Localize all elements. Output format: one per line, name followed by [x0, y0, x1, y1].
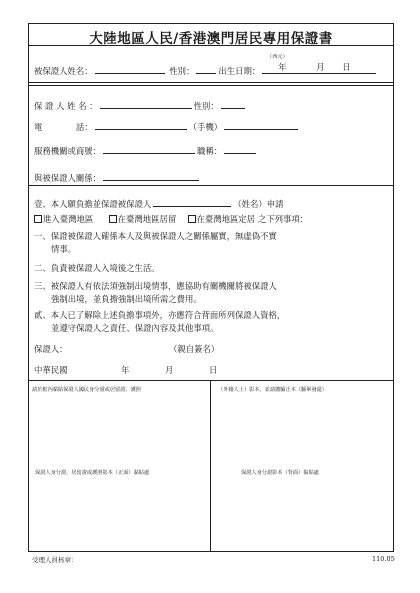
roc-label: 中華民國: [34, 365, 68, 375]
sign-month-label: 月: [165, 365, 174, 375]
guarantor-name-label: 保 證 人 姓 名 ：: [34, 101, 98, 111]
guarantor-signature-label: 保證人：: [34, 344, 68, 354]
phone-field[interactable]: [95, 121, 187, 130]
guarantor-gender-field[interactable]: [221, 100, 245, 109]
position-label: 職稱：: [197, 146, 223, 156]
item-1-line-b: 情事。: [51, 244, 77, 254]
org-label: 服務機關或商號：: [34, 146, 101, 156]
guaranteed-name-field-2[interactable]: [153, 198, 231, 207]
guarantor-name-field[interactable]: [100, 100, 192, 109]
signature-note: （親自簽名）: [169, 344, 220, 354]
checkbox-residence-label: 在臺灣地區居留: [117, 214, 177, 224]
position-field[interactable]: [224, 145, 256, 154]
application-type-suffix: 之下列事項：: [257, 214, 309, 224]
checkbox-enter-taiwan-label: 進入臺灣地區: [43, 214, 94, 224]
guaranteed-person-row: [34, 62, 378, 77]
gender-label: 性別：: [169, 66, 195, 76]
checkbox-settlement[interactable]: [188, 215, 196, 223]
item-3-line-a: 三、被保證人有依法須強制出境情事，應協助有關機關將被保證人: [34, 281, 277, 291]
birth-date-field[interactable]: [262, 62, 376, 74]
phone-label: 電 話：: [34, 122, 93, 132]
relation-label: 與被保證人關係：: [34, 173, 101, 183]
back-copy-area-label[interactable]: 保證人身分證影本（背面）黏貼處: [241, 470, 319, 476]
form-version: 110.05: [372, 555, 395, 563]
id-copy-area: [29, 380, 393, 551]
sign-year-label: 年: [121, 365, 130, 375]
guarantee-form: [28, 23, 394, 552]
divider: [29, 85, 393, 86]
attach-instruction-right: （外籍人士）影本，並請繳驗正本（驗畢發還）: [218, 387, 327, 393]
divider: [29, 185, 393, 186]
item-3-line-b: 強制出境，並負擔強制出境所需之費用。: [51, 294, 202, 304]
mobile-field[interactable]: [224, 121, 298, 130]
guaranteed-name-field[interactable]: [95, 65, 165, 74]
front-copy-area-label[interactable]: 保證人身分證、居留證或護照影本（正面）黏貼處: [35, 470, 150, 476]
guaranteed-name-label: 被保證人姓名：: [34, 66, 93, 76]
relation-row: [34, 172, 201, 184]
org-row: [34, 145, 258, 157]
divider: [29, 82, 393, 83]
org-field[interactable]: [103, 145, 195, 154]
phone-row: [34, 121, 300, 133]
item-1-line-a: 一、保證被保證人確係本人及與被保證人之關係屬實，無虛偽不實: [34, 231, 277, 241]
gender-field[interactable]: [196, 65, 216, 74]
guarantor-name-row: [34, 100, 247, 112]
checkbox-enter-taiwan[interactable]: [34, 215, 42, 223]
application-type-row: [34, 213, 308, 225]
guarantor-gender-label: 性別：: [193, 101, 219, 111]
birth-month-label: 月: [316, 62, 325, 72]
divider: [29, 45, 393, 46]
attach-instruction-left: 請於框內黏貼保證人國民身分證或居留證、護照: [32, 387, 141, 393]
era-note: （西元）: [267, 54, 288, 60]
item-4-line-a: 貳、本人已了解除上述負擔事項外，亦應符合背面所列保證人資格，: [34, 310, 286, 320]
clause-1-text: 壹、本人願負擔並保證被保證人: [34, 199, 152, 209]
birth-label: 出生日期：: [218, 66, 261, 76]
reviewer-stamp-label: 受理人員核章：: [32, 556, 78, 564]
birth-year-label: 年: [278, 62, 287, 72]
clause-1-suffix: （姓名）申請: [233, 199, 284, 209]
id-copy-divider: [210, 380, 211, 551]
clause-1-line: [34, 198, 284, 210]
birth-day-label: 日: [342, 62, 351, 72]
sign-day-label: 日: [209, 365, 218, 375]
checkbox-settlement-label: 在臺灣地區定居: [196, 214, 256, 224]
item-4-line-b: 並遵守保證人之責任、保證內容及其他事項。: [51, 323, 219, 333]
form-title: 大陸地區人民/香港澳門居民專用保證書: [89, 31, 333, 47]
checkbox-residence[interactable]: [109, 215, 117, 223]
relation-field[interactable]: [103, 172, 199, 181]
item-2-line: 二、負責被保證人入境後之生活。: [34, 263, 160, 273]
mobile-label: （手機）: [188, 122, 223, 132]
